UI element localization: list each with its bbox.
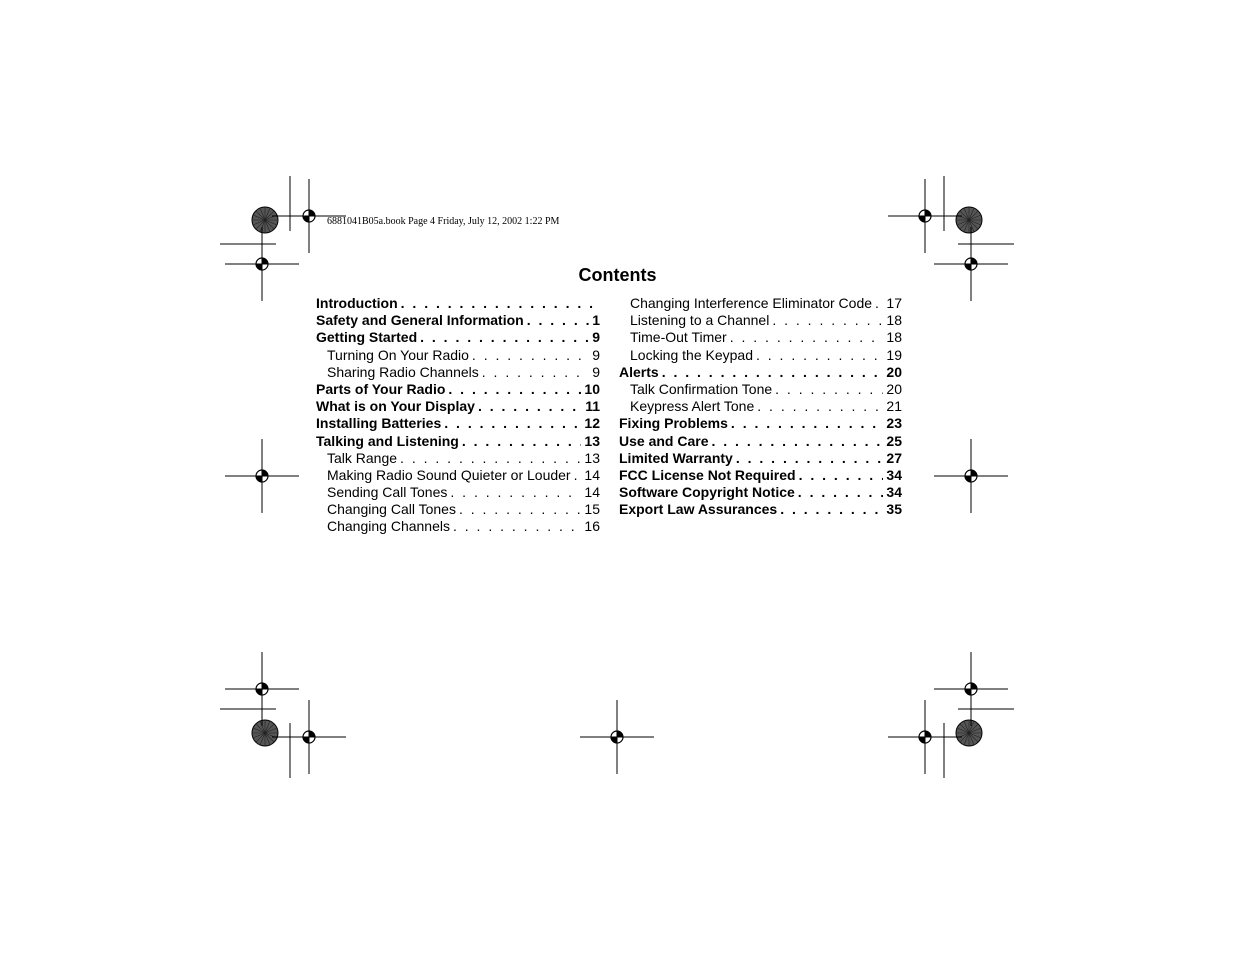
toc-entry-page: 35	[886, 501, 902, 518]
toc-entry-page: 10	[584, 380, 600, 397]
toc-entry-page: 34	[886, 466, 902, 483]
toc-entry	[619, 450, 902, 467]
toc-entry-label: Safety and General Information	[316, 312, 524, 329]
toc-dot-leader	[757, 398, 883, 415]
toc-entry-label: Changing Interference Eliminator Code	[630, 295, 873, 311]
toc-entry	[316, 501, 600, 518]
toc-dot-leader	[448, 381, 581, 398]
toc-dot-leader	[462, 433, 582, 450]
toc-entry-page: 19	[886, 346, 902, 363]
toc-dot-leader	[756, 347, 883, 364]
toc-entry	[316, 433, 600, 450]
toc-entry-label: Export Law Assurances	[619, 501, 778, 518]
toc-entry-page: 20	[886, 380, 902, 397]
toc-entry	[316, 329, 600, 346]
toc-entry-label: Introduction	[316, 295, 398, 311]
toc-entry-label: Talking and Listening	[316, 432, 459, 449]
toc-entry	[619, 329, 902, 346]
toc-entry-page: 14	[584, 466, 600, 483]
toc-entry	[619, 501, 902, 518]
toc-entry-label: Talk Confirmation Tone	[630, 380, 773, 397]
toc-entry	[619, 364, 902, 381]
toc-entry-label: Software Copyright Notice	[619, 484, 795, 501]
toc-entry-page: 23	[886, 415, 902, 432]
toc-dot-leader	[875, 295, 883, 312]
toc-dot-leader	[450, 484, 581, 501]
toc-dot-leader	[401, 295, 597, 312]
toc-entry	[619, 415, 902, 432]
toc-entry	[619, 347, 902, 364]
toc-entry	[619, 381, 902, 398]
toc-entry-page: 27	[886, 449, 902, 466]
file-info-slug: 6881041B05a.book Page 4 Friday, July 12, 2002 1:22 PM	[327, 216, 560, 227]
toc-entry-page: 16	[584, 518, 600, 535]
toc-entry-label: Turning On Your Radio	[327, 346, 469, 363]
toc-entry-page: 21	[886, 398, 902, 415]
toc-dot-leader	[799, 467, 884, 484]
toc-entry-page: 34	[886, 484, 902, 501]
toc-entry	[619, 467, 902, 484]
toc-dot-leader	[472, 347, 589, 364]
toc-entry-label: FCC License Not Required	[619, 466, 796, 483]
toc-entry	[316, 364, 600, 381]
toc-entry-label: Parts of Your Radio	[316, 380, 446, 397]
toc-entry-page: 13	[584, 432, 600, 449]
toc-dot-leader	[798, 484, 884, 501]
toc-entry	[316, 415, 600, 432]
toc-entry-label: Keypress Alert Tone	[630, 398, 755, 415]
toc-entry	[316, 450, 600, 467]
page-title: Contents	[578, 265, 657, 285]
toc-entry-page: 11	[585, 398, 600, 415]
toc-entry-page: 14	[584, 484, 600, 501]
toc-entry-label: Changing Channels	[327, 518, 450, 535]
toc-dot-leader	[527, 312, 589, 329]
toc-entry-page: 18	[886, 329, 902, 346]
toc-entry-label: Getting Started	[316, 329, 418, 346]
toc-entry-label: Alerts	[619, 363, 659, 380]
toc-entry-page: 13	[584, 449, 600, 466]
toc-entry	[316, 398, 600, 415]
toc-dot-leader	[662, 364, 884, 381]
toc-entry	[316, 467, 600, 484]
toc-entry	[316, 484, 600, 501]
toc-entry	[316, 347, 600, 364]
toc-dot-leader	[711, 433, 883, 450]
toc-dot-leader	[736, 450, 884, 467]
toc-entry-page: 12	[584, 415, 600, 432]
toc-entry	[619, 484, 902, 501]
toc-dot-leader	[478, 398, 582, 415]
toc-dot-leader	[420, 329, 589, 346]
toc-entry	[619, 433, 902, 450]
toc-dot-leader	[775, 381, 883, 398]
toc-entry-label: Listening to a Channel	[630, 312, 770, 329]
toc-dot-leader	[444, 415, 581, 432]
toc-entry-page: 1	[592, 312, 600, 329]
toc-dot-leader	[453, 518, 581, 535]
toc-dot-leader	[482, 364, 589, 381]
toc-entry	[316, 295, 600, 312]
toc-entry-page: 17	[886, 295, 902, 311]
toc-dot-leader	[780, 501, 883, 518]
toc-entry	[316, 312, 600, 329]
toc-entry-page: 15	[584, 501, 600, 518]
toc-dot-leader	[574, 467, 582, 484]
toc-entry-label: Use and Care	[619, 432, 709, 449]
toc-entry	[619, 312, 902, 329]
toc-dot-leader	[459, 501, 581, 518]
toc-dot-leader	[400, 450, 581, 467]
toc-entry-page: 20	[886, 363, 902, 380]
toc-entry	[316, 381, 600, 398]
toc-left-column	[316, 295, 600, 536]
toc-dot-leader	[731, 415, 884, 432]
toc-entry-page: 9	[592, 363, 600, 380]
toc-entry-label: Limited Warranty	[619, 449, 733, 466]
toc-dot-leader	[772, 312, 883, 329]
toc-entry	[619, 398, 902, 415]
toc-entry-label: Time-Out Timer	[630, 329, 727, 346]
toc-entry-page: 9	[592, 329, 600, 346]
toc-entry-label: Locking the Keypad	[630, 346, 753, 363]
toc-entry-page: 9	[592, 346, 600, 363]
toc-entry-label: What is on Your Display	[316, 398, 475, 415]
toc-right-column	[619, 295, 902, 518]
toc-entry-label: Changing Call Tones	[327, 501, 456, 518]
toc-entry-label: Making Radio Sound Quieter or Louder	[327, 466, 571, 483]
toc-entry-page: 25	[886, 432, 902, 449]
toc-dot-leader	[730, 329, 884, 346]
toc-entry-label: Fixing Problems	[619, 415, 728, 432]
toc-entry-label: Sending Call Tones	[327, 484, 448, 501]
toc-entry-label: Talk Range	[327, 449, 398, 466]
toc-entry-label: Sharing Radio Channels	[327, 363, 479, 380]
toc-entry	[316, 518, 600, 535]
toc-entry-label: Installing Batteries	[316, 415, 442, 432]
toc-entry-page: 18	[886, 312, 902, 329]
toc-entry	[619, 295, 902, 312]
